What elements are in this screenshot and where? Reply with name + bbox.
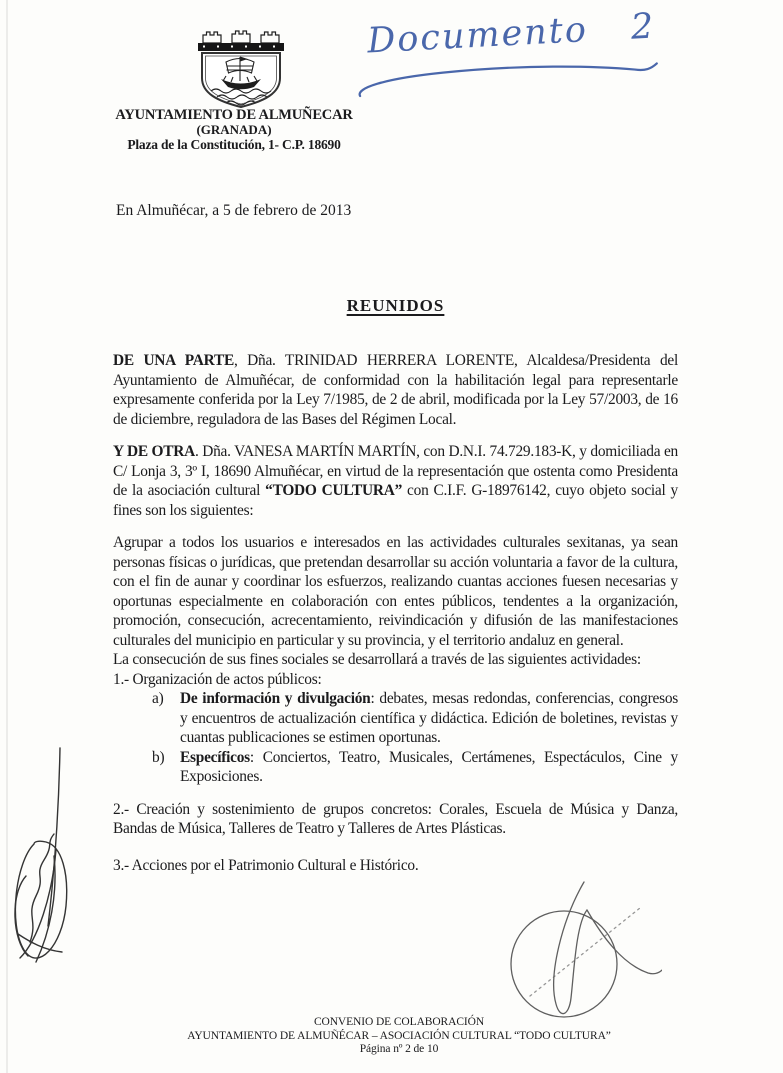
handwritten-note-text: Documento 2: [366, 6, 657, 62]
association-name: “TODO CULTURA”: [265, 482, 403, 499]
signature-left-icon: [4, 744, 96, 980]
list-marker-a: a): [152, 690, 164, 707]
letterhead-region: (GRANADA): [196, 122, 272, 137]
item-b-text: : Conciertos, Teatro, Musicales, Certámenes, Espectáculos, Cine y Exposiciones.: [180, 748, 678, 785]
list-item-1a: [152, 689, 678, 748]
item-a-text: : debates, mesas redondas, conferencias, congresos y encuentros de actualización científica y didáctica. Edición de boletines, revistas y cuantas publicaciones se estimen oportunas.: [180, 690, 679, 746]
paragraph-objeto-social: Agrupar a todos los usuarios e interesados en las actividades culturales sexitanas, ya sean personas físicas o jurídicas, que pretendan desarrollar su acción voluntaria a favor de la cultura, con el fin de aunar y coordinar los esfuerzos, realizando cuantas acciones fuesen necesarias y oportunas especialmente en colaboración con entes públicos, tendentes a la organización, promoción, consecución, acrecentamiento, reivindicación y difusión de las manifestaciones culturales del municipio en particular y su provincia, y el territorio andaluz en general.: [113, 534, 678, 649]
footer-page-number: Página nº 2 de 10: [359, 1043, 439, 1055]
list-item-1b: [152, 748, 678, 787]
item-b-lead: Específicos: [180, 748, 250, 766]
almunecar-crest-icon: [193, 26, 289, 110]
letterhead-org: AYUNTAMIENTO DE ALMUÑECAR: [115, 107, 353, 123]
document-body: [113, 351, 678, 875]
signature-rubric-icon: [490, 880, 662, 1032]
paragraph-consecucion: La consecución de sus fines sociales se desarrollará a través de las siguientes actividades:: [113, 651, 641, 668]
list-marker-b: b): [152, 748, 165, 766]
dateline: En Almuñécar, a 5 de febrero de 2013: [116, 202, 352, 219]
list-item-3: 3.- Acciones por el Patrimonio Cultural e Histórico.: [113, 856, 419, 874]
letterhead: [88, 108, 380, 152]
party-two-lead: Y DE OTRA: [113, 443, 195, 460]
party-one-lead: DE UNA PARTE: [113, 352, 234, 369]
list-item-2: 2.- Creación y sostenimiento de grupos concretos: Corales, Escuela de Música y Danza, Bandas de Música, Talleres de Teatro y Talleres de Artes Plásticas.: [113, 800, 678, 837]
letterhead-address: Plaza de la Constitución, 1- C.P. 18690: [127, 137, 341, 152]
party-one-text: , Dña. TRINIDAD HERRERA LORENTE, Alcaldesa/Presidenta del Ayuntamiento de Almuñécar, de conformidad con la habilitación legal para representarle expresamente conferida por la Ley 7/1985, de 2 de abril, modificada por la Ley 57/2003, de 16 de diciembre, reguladora de las Bases del Régimen Local.: [113, 352, 678, 428]
footer-line-parties: AYUNTAMIENTO DE ALMUÑÉCAR – ASOCIACIÓN CULTURAL “TODO CULTURA”: [187, 1029, 611, 1042]
party-two-text: . Dña. VANESA MARTÍN MARTÍN, con D.N.I. 74.729.183-K, y domiciliada en C/ Lonja 3, 3º I, 18690 Almuñécar, en virtud de la representación que ostenta como Presidenta de la asociación cultural: [113, 443, 678, 499]
handwritten-note: [350, 0, 674, 106]
item-a-lead: De información y divulgación: [180, 690, 371, 707]
list-item-1: 1.- Organización de actos públicos:: [113, 670, 322, 688]
handwritten-underline-stroke: [353, 54, 664, 106]
paragraph-y-de-otra: [113, 442, 678, 520]
paragraph-de-una-parte: [113, 351, 678, 429]
footer-line-convenio: CONVENIO DE COLABORACIÓN: [313, 1016, 485, 1028]
party-two-text-end: con C.I.F. G-18976142, cuyo objeto social y fines son los siguientes:: [113, 482, 679, 519]
section-title: REUNIDOS: [346, 296, 445, 315]
page-footer: [14, 1016, 783, 1057]
